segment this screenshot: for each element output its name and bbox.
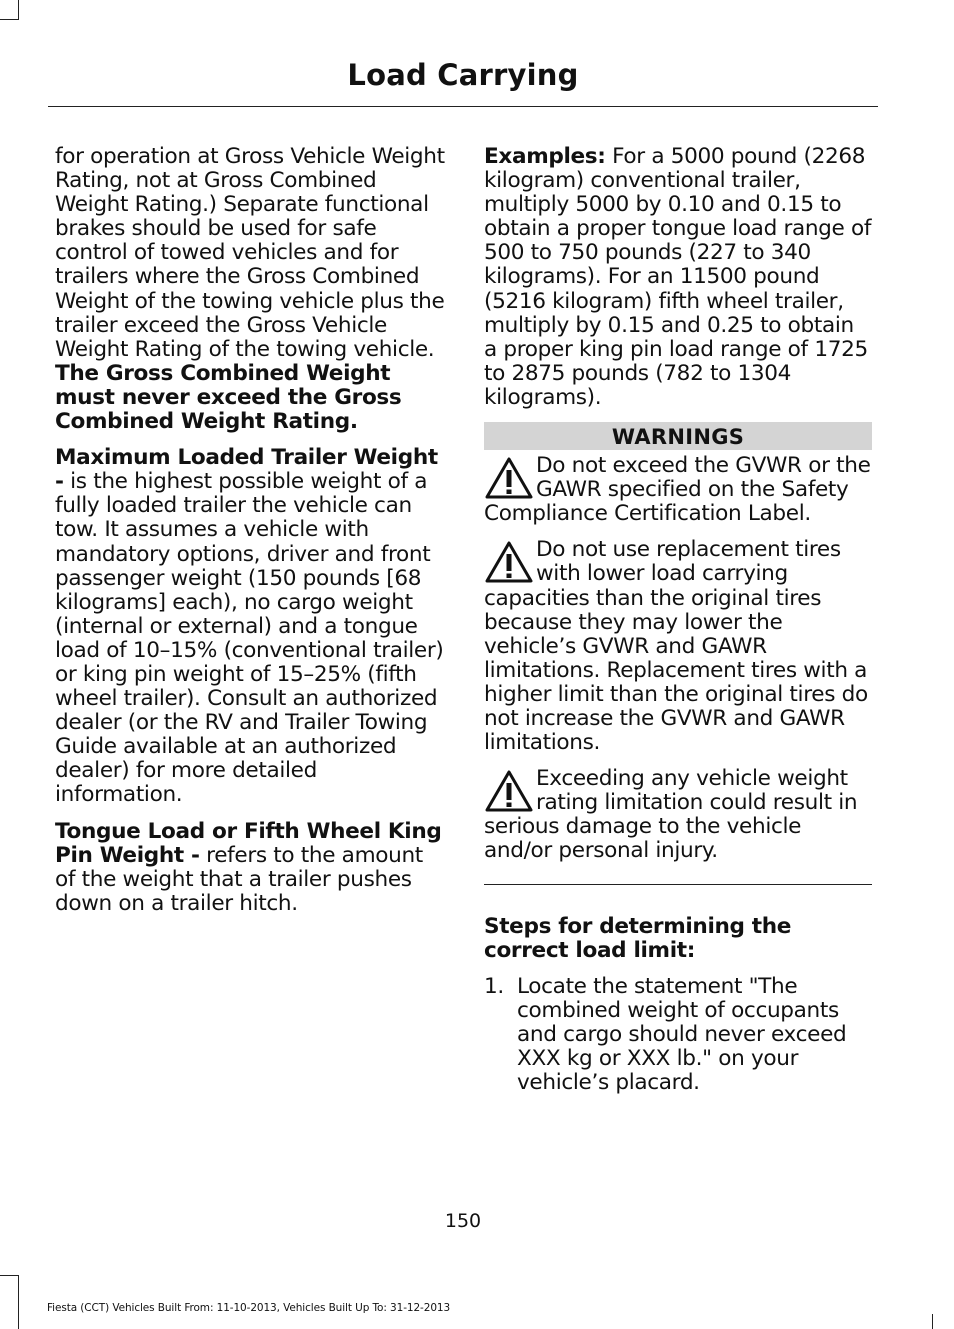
warning-triangle-icon — [484, 769, 534, 815]
page-number: 150 — [444, 1210, 482, 1232]
crop-mark — [932, 1314, 933, 1329]
warning-item: Exceeding any vehicle weight rating limitation could result in serious damage to the vehicle and/or personal injury. — [484, 766, 858, 864]
warning-triangle-icon — [484, 540, 534, 586]
warning-triangle-icon — [484, 456, 534, 502]
right-column — [484, 145, 872, 1095]
steps-heading: Steps for determining the correct load limit: — [484, 913, 792, 963]
warnings-heading: WARNINGS — [484, 422, 872, 450]
list-text: Locate the statement "The combined weight of occupants and cargo should never exceed XXX kg or XXX lb." on your vehicle’s placard. — [517, 973, 847, 1096]
paragraph-tongue-load: Tongue Load or Fifth Wheel King Pin Weight - refers to the amount of the weight that a trailer pushes down on a trailer hitch. — [55, 818, 442, 916]
paragraph-gcw: for operation at Gross Vehicle Weight Rating, not at Gross Combined Weight Rating.) Separate functional brakes should be used for safe control of towed vehicles and for trailers where the Gross Combined Weight of the towing vehicle plus the trailer exceed the Gross Vehicle Weight Rating of the towing vehicle. The Gross Combined Weight must never exceed the Gross Combined Weight Rating. — [55, 144, 445, 435]
list-number: 1. — [484, 973, 504, 999]
warning-item: Do not exceed the GVWR or the GAWR specified on the Safety Compliance Certification Label. — [484, 453, 871, 527]
page-title: Load Carrying — [347, 58, 579, 92]
title-divider — [48, 106, 878, 107]
section-divider — [484, 884, 872, 885]
crop-mark — [18, 1275, 19, 1329]
paragraph-examples: Examples: For a 5000 pound (2268 kilogram) conventional trailer, multiply 5000 by 0.10 and 0.15 to obtain a proper tongue load range of 500 to 750 pounds (227 to 340 kilograms). For an 11500 pound (5216 kilogram) fifth wheel trailer, multiply by 0.15 and 0.25 to obtain a proper king pin load range of 1725 to 2875 pounds (782 to 1304 kilograms). — [484, 144, 872, 410]
list-item — [484, 975, 872, 1095]
crop-mark — [0, 19, 19, 20]
crop-mark — [0, 1275, 19, 1276]
paragraph-max-trailer-weight: Maximum Loaded Trailer Weight - is the highest possible weight of a fully loaded trailer the vehicle can tow. It assumes a vehicle with mandatory options, driver and front passenger weight (150 pounds [68 kilograms] each), no cargo weight (internal or external) and a tongue load of 10–15% (conventional trailer) or king pin weight of 15–25% (fifth wheel trailer). Consult an authorized dealer (or the RV and Trailer Towing Guide available at an authorized dealer) for more detailed information. — [55, 445, 444, 808]
footer-text: Fiesta (CCT) Vehicles Built From: 11-10-2013, Vehicles Built Up To: 31-12-2013 — [47, 1302, 451, 1314]
warning-item: Do not use replacement tires with lower load carrying capacities than the original tires because they may lower the vehicle’s GVWR and GAWR limitations. Replacement tires with a higher limit than the original tires do not increase the GVWR and GAWR limitations. — [484, 537, 868, 756]
crop-mark — [18, 0, 19, 20]
left-column — [55, 145, 445, 928]
